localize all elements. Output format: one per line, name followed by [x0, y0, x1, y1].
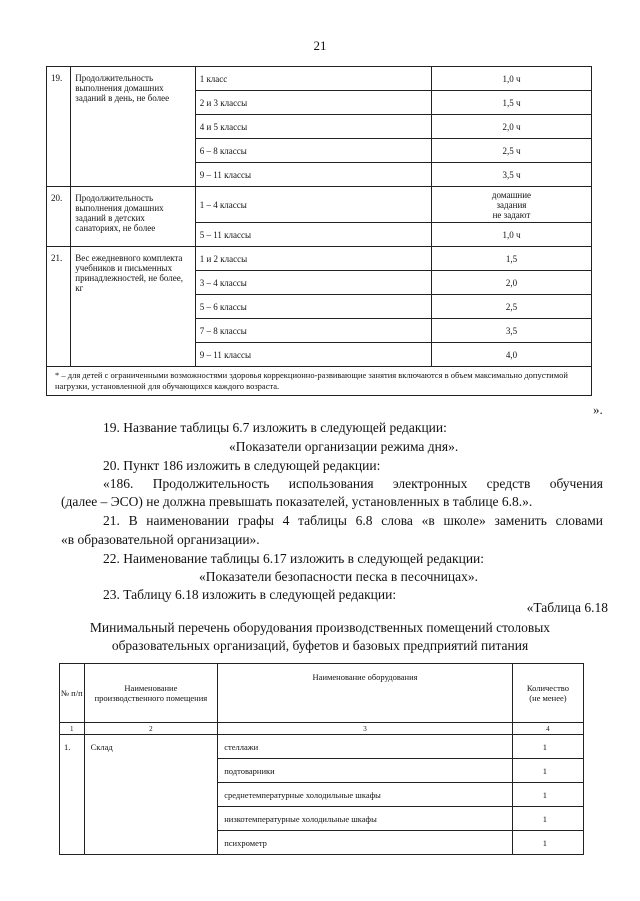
closing-quote: ».	[593, 402, 603, 417]
value-cell: 3,5 ч	[431, 163, 591, 187]
equipment-name: низкотемпературные холодильные шкафы	[218, 807, 513, 831]
header-number: № п/п	[60, 664, 85, 723]
page-number: 21	[313, 38, 327, 53]
table-caption-line-1: Минимальный перечень оборудования производственных помещений столовых	[89, 620, 551, 635]
header-quantity: Количество (не менее)	[512, 664, 583, 723]
paragraph-21-line-1: 21. В наименовании графы 4 таблицы 6.8 слова «в школе» заменить словами	[103, 513, 603, 528]
equipment-name: среднетемпературные холодильные шкафы	[218, 783, 513, 807]
paragraph-19-line-2: «Показатели организации режима дня».	[229, 439, 459, 454]
indicator-name: Продолжительность выполнения домашних заданий в детских санаториях, не более	[71, 187, 195, 247]
table-row	[47, 187, 592, 223]
grade-cell: 3 – 4 классы	[195, 271, 431, 295]
quantity: 1	[512, 831, 583, 855]
value-cell: 1,5	[431, 247, 591, 271]
value-cell: 2,5 ч	[431, 139, 591, 163]
footnote: * – для детей с ограниченными возможностями здоровья коррекционно-развивающие занятия включаются в объем максимально допустимой нагрузки, установленной для обучающихся каждого возраста.	[47, 367, 592, 396]
value-cell: 2,5	[431, 295, 591, 319]
value-cell: 1,0 ч	[431, 223, 591, 247]
grade-cell: 1 класс	[195, 67, 431, 91]
equipment-name: стеллажи	[218, 735, 513, 759]
column-number: 2	[84, 723, 218, 735]
table-caption-line-2: образовательных организаций, буфетов и базовых предприятий питания	[111, 638, 529, 653]
grade-cell: 9 – 11 классы	[195, 343, 431, 367]
quantity: 1	[512, 807, 583, 831]
row-number: 21.	[47, 247, 71, 367]
paragraph-23-line-1: 23. Таблицу 6.18 изложить в следующей редакции:	[103, 587, 397, 602]
table-row	[60, 735, 584, 759]
value-cell: 3,5	[431, 319, 591, 343]
grade-cell: 6 – 8 классы	[195, 139, 431, 163]
header-equipment: Наименование оборудования	[218, 664, 513, 723]
paragraph-22-line-1: 22. Наименование таблицы 6.17 изложить в следующей редакции:	[103, 551, 485, 566]
indicator-name: Продолжительность выполнения домашних заданий в день, не более	[71, 67, 195, 187]
quantity: 1	[512, 759, 583, 783]
equipment-name: психрометр	[218, 831, 513, 855]
table-header-row	[60, 664, 584, 723]
value-cell: 4,0	[431, 343, 591, 367]
header-premise: Наименование производственного помещения	[84, 664, 218, 723]
paragraph-21-line-2: «в образовательной организации».	[61, 532, 260, 547]
row-number: 1.	[60, 735, 85, 855]
value-cell: 1,5 ч	[431, 91, 591, 115]
column-number: 4	[512, 723, 583, 735]
column-number: 3	[218, 723, 513, 735]
table-label: «Таблица 6.18	[526, 600, 608, 615]
footnote-row	[47, 367, 592, 396]
grade-cell: 5 – 6 классы	[195, 295, 431, 319]
premise-name: Склад	[84, 735, 218, 855]
homework-limits-table	[46, 66, 592, 396]
paragraph-22-line-2: «Показатели безопасности песка в песочницах».	[199, 569, 478, 584]
paragraph-20-line-1: 20. Пункт 186 изложить в следующей редакции:	[103, 458, 381, 473]
grade-cell: 2 и 3 классы	[195, 91, 431, 115]
grade-cell: 4 и 5 классы	[195, 115, 431, 139]
indicator-name: Вес ежедневного комплекта учебников и письменных принадлежностей, не более, кг	[71, 247, 195, 367]
paragraph-19-line-1: 19. Название таблицы 6.7 изложить в следующей редакции:	[103, 420, 447, 435]
equipment-name: подтоварники	[218, 759, 513, 783]
grade-cell: 5 – 11 классы	[195, 223, 431, 247]
column-number: 1	[60, 723, 85, 735]
table-row	[47, 247, 592, 271]
column-number-row	[60, 723, 584, 735]
equipment-table	[59, 663, 584, 855]
quantity: 1	[512, 735, 583, 759]
value-cell: 1,0 ч	[431, 67, 591, 91]
value-cell: 2,0 ч	[431, 115, 591, 139]
paragraph-20-line-3: (далее – ЭСО) не должна превышать показателей, установленных в таблице 6.8.».	[61, 494, 533, 509]
grade-cell: 1 и 2 классы	[195, 247, 431, 271]
value-cell: домашние задания не задают	[431, 187, 591, 223]
row-number: 20.	[47, 187, 71, 247]
value-cell: 2,0	[431, 271, 591, 295]
table-row	[47, 67, 592, 91]
row-number: 19.	[47, 67, 71, 187]
grade-cell: 9 – 11 классы	[195, 163, 431, 187]
paragraph-20-line-2: «186. Продолжительность использования электронных средств обучения	[103, 476, 603, 491]
quantity: 1	[512, 783, 583, 807]
grade-cell: 1 – 4 классы	[195, 187, 431, 223]
grade-cell: 7 – 8 классы	[195, 319, 431, 343]
